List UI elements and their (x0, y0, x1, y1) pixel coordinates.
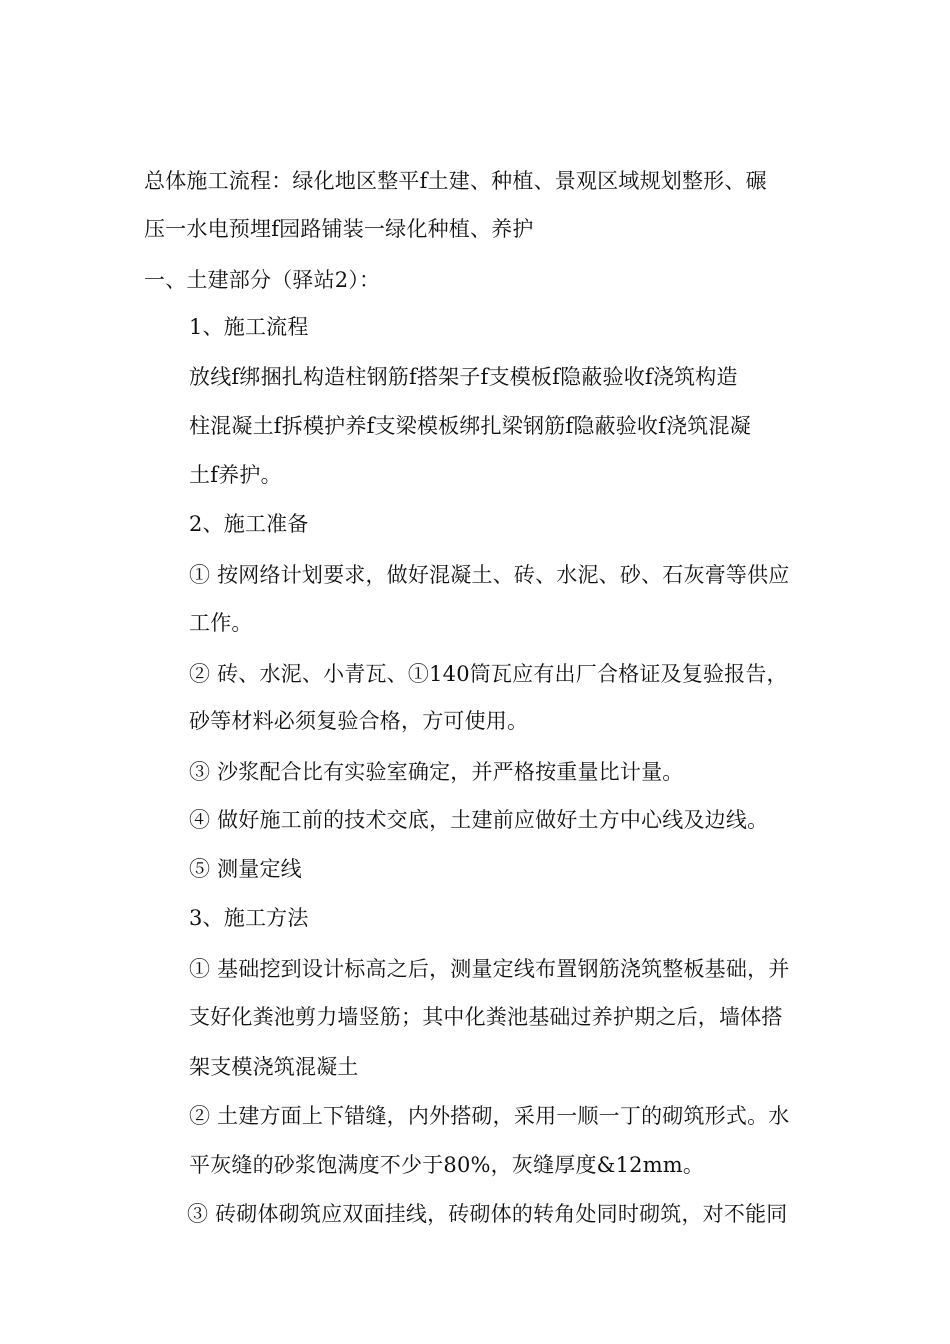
text-line: 砂等材料必须复验合格，方可使用。 (189, 709, 529, 733)
text-line: 土f养护。 (189, 463, 282, 487)
text-line: ⑤ 测量定线 (189, 857, 302, 881)
text-line: ④ 做好施工前的技术交底，土建前应做好土方中心线及边线。 (189, 808, 769, 832)
section-heading: 一、土建部分（驿站2）： (144, 268, 381, 292)
text-line: ① 按网络计划要求，做好混凝土、砖、水泥、砂、石灰膏等供应 (189, 563, 790, 587)
text-line: 柱混凝土f拆模护养f支梁模板绑扎梁钢筋f隐蔽验收f浇筑混凝 (189, 414, 751, 438)
text-line: ② 砖、水泥、小青瓦、①140筒瓦应有出厂合格证及复验报告， (189, 662, 788, 686)
text-line: ① 基础挖到设计标高之后，测量定线布置钢筋浇筑整板基础，并 (189, 957, 790, 981)
text-line: 平灰缝的砂浆饱满度不少于80%，灰缝厚度&12mm。 (189, 1153, 705, 1177)
subsection-heading: 3、施工方法 (189, 906, 309, 930)
text-line: 放线f绑捆扎构造柱钢筋f搭架子f支模板f隐蔽验收f浇筑构造 (189, 365, 738, 389)
subsection-heading: 1、施工流程 (189, 315, 309, 339)
subsection-heading: 2、施工准备 (189, 512, 309, 536)
text-line: 总体施工流程：绿化地区整平f土建、种植、景观区域规划整形、碾 (144, 169, 767, 193)
text-line: ③ 砖砌体砌筑应双面挂线，砖砌体的转角处同时砌筑，对不能同 (187, 1202, 788, 1226)
text-line: 工作。 (189, 611, 253, 635)
text-line: ② 土建方面上下错缝，内外搭砌，采用一顺一丁的砌筑形式。水 (189, 1104, 790, 1128)
text-line: ③ 沙浆配合比有实验室确定，并严格按重量比计量。 (189, 760, 684, 784)
text-line: 压一水电预埋f园路铺装一绿化种植、养护 (144, 217, 534, 241)
text-line: 架支模浇筑混凝土 (189, 1055, 359, 1079)
text-line: 支好化粪池剪力墙竖筋；其中化粪池基础过养护期之后，墙体搭 (189, 1005, 783, 1029)
